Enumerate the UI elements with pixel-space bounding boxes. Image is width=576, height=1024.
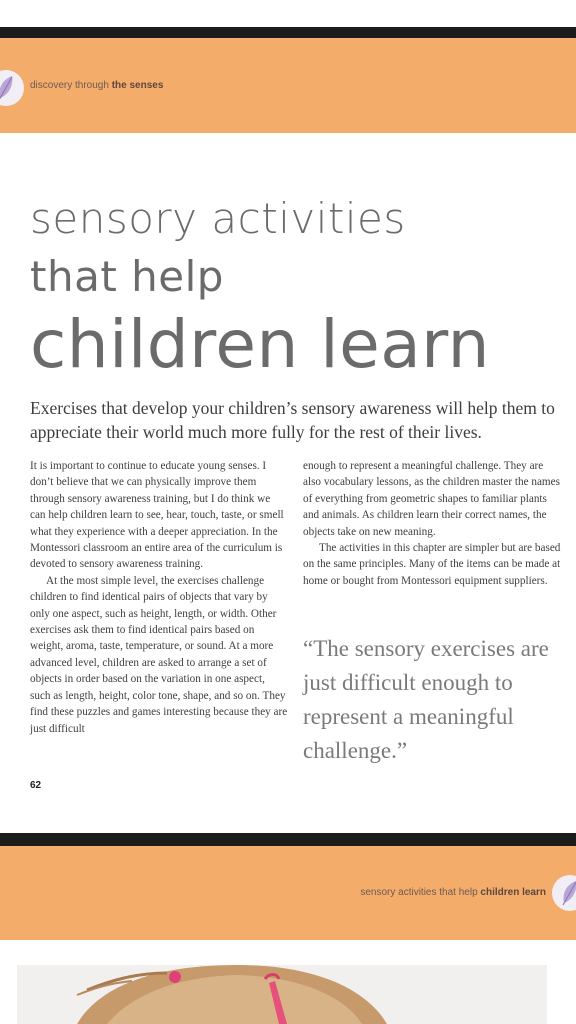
body-column-left [30, 458, 288, 737]
body-paragraph: The activities in this chapter are simpler but are based on the same principles. Many of the items can be made at home or bought from Montessori equipment suppliers. [303, 542, 561, 587]
running-header-right: sensory activities that help children learn [360, 887, 546, 898]
header-band-bottom [0, 846, 576, 940]
body-column-right [303, 458, 561, 589]
body-paragraph: It is important to continue to educate young senses. I don’t believe that we can physically improve them through sensory awareness training, but I do think we can help children learn to see, hear, touch, taste, or smell what they experience with a deeper appreciation. In the Montessori classroom an entire area of the curriculum is devoted to sensory awareness training. [30, 460, 284, 571]
page-divider-bar [0, 833, 576, 846]
feather-icon [552, 875, 576, 911]
pull-quote: “The sensory exercises are just difficult enough to represent a meaningful challenge.” [303, 636, 549, 763]
article-title [30, 190, 490, 384]
body-paragraph: At the most simple level, the exercises challenge children to find identical pairs of objects that vary by only one aspect, such as height, length, or width. Other exercises ask them to find identical pairs based on weight, aroma, taste, temperature, or sound. At a more advanced level, children are asked to arrange a set of objects in order based on the variation in one aspect, such as length, height, color tone, shape, and so on. They find these puzzles and games interesting because they are just difficult [30, 574, 288, 735]
title-line-3: children learn [30, 306, 490, 383]
feather-icon [0, 70, 24, 106]
page-number: 62 [30, 780, 42, 791]
intro-paragraph: Exercises that develop your children’s sensory awareness will help them to appreciate their world much more fully for the rest of their lives. [30, 398, 555, 442]
body-paragraph: enough to represent a meaningful challenge. They are also vocabulary lessons, as the children master the names of everything from geometric shapes to familiar plants and animals. As children learn their correct names, the objects take on new meaning. [303, 460, 560, 538]
title-line-2: that help [30, 252, 224, 301]
title-line-1: sensory activities [30, 194, 406, 243]
header-band-top [0, 38, 576, 133]
running-header-left: discovery through the senses [30, 80, 164, 91]
top-divider-bar [0, 27, 576, 38]
child-photo [17, 965, 547, 1024]
